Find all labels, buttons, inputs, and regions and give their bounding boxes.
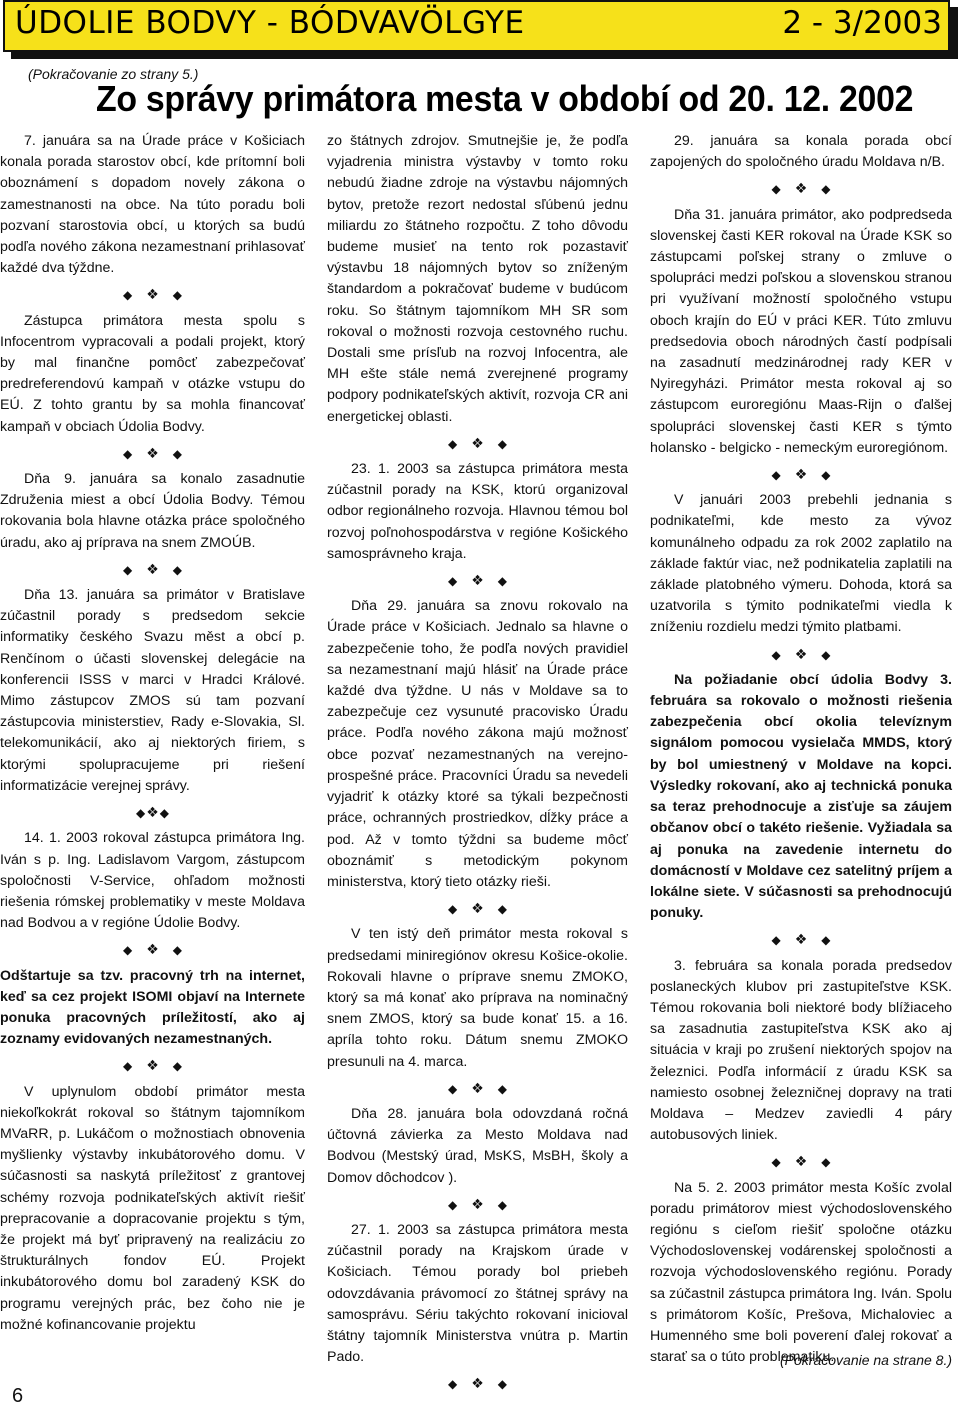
paragraph: zo štátnych zdrojov. Smutnejšie je, že podľa vyjadrenia ministra výstavby v tomto roku nebudú žiadne zdroje na výstavbu nájomných bytov, pretože rezort nedostal sľúbenú jednu miliardu zo štátneho rozpočtu. Z toho dôvodu budeme musieť na tento rok pozastaviť výstavbu 18 nájomných bytov so zníženým štandardom a pokračovať budeme v budúcom roku. So štátnym tajomníkom MH SR som rokoval o možnosti rozvoja cestovného ruchu. Dostali sme prísľub na rozvoj Infocentra, ale MH ešte stále nemá zverejnené programy podpory podnikateľských aktivít, rozvoja CR ani energetickej oblasti. [327,133,628,425]
continued-on-note: (Pokračovanie na strane 8.) [780,1352,952,1368]
masthead [3,0,950,52]
paragraph: Dňa 9. januára sa konalo zasadnutie Združenia miest a obcí Údolia Bodvy. Témou rokovania bola hlavne otázka práce spoločného úradu, ako aj príprava na snem ZMOÚB. [0,471,305,551]
paragraph: Dňa 31. januára primátor, ako podpredseda slovenskej časti KER rokoval na Úrade KSK so zástupcami poľskej strany o zmluve o spolupráci medzi poľskou a slovenskou stranou pri využívaní možností spoločného vstupu oboch krajín do EÚ v práci KER. Túto zmluvu predsedovia oboch národných častí podpísali na zasadnutí medzinárodnej rady KER v Nyiregyházi. Primátor mesta rokoval aj so zástupcom euroregiónu Maas-Rijn o ďalšej spolupráci slovenskej časti KER s týmto holansko - belgicko - nemeckým euroregiónom. [650,206,952,456]
section-separator: ◆ ❖ ◆ [771,1153,831,1170]
paragraph: 14. 1. 2003 rokoval zástupca primátora Ing. Iván s p. Ing. Ladislavom Vargom, zástupcom spoločnosti V-Service, ohľadom možnosti riešenia rómskej problematiky v meste Moldava nad Bodvou a v regióne Údolie Bodvy. [0,830,305,932]
paragraph: Na 5. 2. 2003 primátor mesta Košíc zvolal poradu primátorov miest východoslovenského regiónu s cieľom riešiť spoločne otázku Východoslovenskej vodárenskej spoločnosti a rozvoja východoslovenského regiónu. Porady sa zúčastnil zástupca primátora Ing. Iván. Spolu s primátorom Košíc, Prešova, Michaloviec a Humenného sme boli poverení ďalej rokovať a starať sa o túto problematiku. [650,1179,952,1366]
continued-from-note: (Pokračovanie zo strany 5.) [28,66,199,82]
column-3 [650,131,952,1368]
paragraph: 29. januára sa konala porada obcí zapojených do spoločného úradu Moldava n/B. [650,133,952,171]
paragraph: 27. 1. 2003 sa zástupca primátora mesta zúčastnil porady na Krajskom úrade v Košiciach. Témou porady bol priebeh odovzdávania právomocí zo štátnej správy na samosprávu. Sériu takýchto rokovaní inicioval štátny tajomník Ministerstva vnútra p. Martin Pado. [327,1221,628,1366]
section-separator: ◆ ❖ ◆ [122,1057,183,1074]
paragraph: V uplynulom období primátor mesta niekoľkokrát rokoval so štátnym tajomníkom MVaRR, p. Lukáčom o možnostiach obnovenia myšlienky výstavby inkubátorového domu. V súčasnosti sa naskytá príležitosť z grantovej schémy rozvoja podnikateľských aktivít riešiť prepracovanie a dopracovanie projektu s tým, že projekt má byť pripravený na realizáciu zo štrukturálnych fondov EÚ. Projekt inkubátorového domu bol zaradený KSK do programu verejných prác, bez čoho nie je možné kofinancovanie projektu [0,1083,305,1333]
paragraph: Dňa 13. januára sa primátor v Bratislave zúčastnil porady s predsedom sekcie informatiky českého Svazu měst a obcí p. Renčínom o účasti slovenskej delegácie na konferencii ISSS v marci v Hradci Králové. Mimo zástupcov ZMOS sú tam pozvaní zástupcovia ministerstiev, Rady e-Slovakia, Sl. telekomunikácií, ako aj niektorých firiem, s ktorými spolupracujeme pri riešení informatizácie verejnej správy. [0,587,305,794]
section-separator: ◆ ❖ ◆ [447,1195,508,1212]
section-separator: ◆ ❖ ◆ [447,900,508,917]
section-separator: ◆ ❖ ◆ [122,560,183,577]
section-separator: ◆❖◆ [135,804,170,821]
section-separator: ◆ ❖ ◆ [447,572,508,589]
section-separator: ◆ ❖ ◆ [771,931,831,948]
column-1 [0,131,305,1336]
bold-paragraph: Odštartuje sa tzv. pracovný trh na internet, keď sa cez projekt ISOMI objaví na Internete ponuka pracovných príležitostí, ako aj zoznamy evidovaných nezamestnaných. [0,967,305,1048]
article-headline: Zo správy primátora mesta v období od 20. 12. 2002 [96,78,914,119]
section-separator: ◆ ❖ ◆ [447,1375,508,1392]
page-number: 6 [12,1385,24,1407]
section-separator: ◆ ❖ ◆ [122,941,183,958]
publication-title: ÚDOLIE BODVY - BÓDVAVÖLGYE [15,5,525,41]
paragraph: V ten istý deň primátor mesta rokoval s predsedami miniregiónov okresu Košice-okolie. Rokovali hlavne o príprave snemu ZMOKO, ktorý sa má konať ako príprava na nominačný snem ZMOS, ktorý sa bude konať 15. a 16. apríla tohto roku. Dátum snemu ZMOKO presunuli na 4. marca. [327,926,628,1070]
paragraph: Zástupca primátora mesta spolu s Infocentrom vypracovali a podali projekt, ktorý by mal finančne pomôcť zabezpečovať predreferendovú kampaň v otázke vstupu do EÚ. Z tohto grantu by sa mohla financovať kampaň v obciach Údolia Bodvy. [0,312,305,435]
section-separator: ◆ ❖ ◆ [122,444,183,461]
section-separator: ◆ ❖ ◆ [771,466,831,483]
paragraph: 23. 1. 2003 sa zástupca primátora mesta zúčastnil porady na KSK, ktorú organizoval odbor regionálneho rozvoja. Hlavnou témou bol rozvoj poľnohospodárstva v regióne Košického samosprávneho kraja. [327,461,628,562]
section-separator: ◆ ❖ ◆ [771,645,831,662]
paragraph: 3. februára sa konala porada predsedov poslaneckých klubov pri zastupiteľstve KSK. Témou rokovania boli niektoré body blížiaceho sa zasadnutia zastupiteľstva KSK ako aj situácia v kraji po zrušení niektorých spojov na železnici. Podľa informácií z úradu KSK sa namiesto osobnej železničnej dopravy na trati Moldava – Medzev zaviedli 4 páry autobusových liniek. [650,957,952,1144]
paragraph: Dňa 28. januára bola odovzdaná ročná účtovná závierka za Mesto Moldava nad Bodvou (Mestský úrad, MsKS, MsBH, školy a Domov dôchodcov ). [327,1105,628,1186]
column-2 [327,131,628,1400]
section-separator: ◆ ❖ ◆ [122,286,183,303]
paragraph: Dňa 29. januára sa znovu rokovalo na Úrade práce v Košiciach. Jednalo sa hlavne o zabezpečenie toho, že podľa nových pravidiel sa nezamestnaní majú hlásiť na Úrade práce každé dva týždne. U nás v Moldave sa to zabezpečuje cez vysunuté pracovisko Úradu práce. Podľa nového zákona majú možnosť obce pozvať nezamestnaných na verejno-prospešné práce. Pracovníci Úradu sa nevedeli vyjadriť k otázky ktoré sa týkali bezpečnosti práce, ochranných prostriedkov, dĺžky práce a pod. Až v tomto týždni sa budeme môcť oboznámiť s metodickým pokynom ministerstva, ktorý tieto otázky rieši. [327,598,628,890]
section-separator: ◆ ❖ ◆ [447,434,508,451]
bold-paragraph: Na požiadanie obcí údolia Bodvy 3. februára sa rokovalo o možnosti riešenia zabezpečenia obcí okolia televíznym signálom pomocou vysielača MMDS, ktorý by bol umiestnený v Moldave na kopci. Výsledky rokovaní, ako aj technická ponuka sa teraz prehodnocuje a zisťuje sa záujem občanov obcí o takéto riešenie. Vyžiadala sa aj ponuka na zavedenie internetu do domácností v Moldave cez satelitný príjem a lokálne siete. V súčasnosti sa prehodnocujú ponuky. [650,671,952,922]
section-separator: ◆ ❖ ◆ [771,180,831,197]
paragraph: 7. januára sa na Úrade práce v Košiciach konala porada starostov obcí, kde prítomní boli oboznámení s dopadom novely zákona o zamestnanosti na obce. Na túto poradu boli pozvaní starostovia obcí, u ktorých sa budú podľa nového zákona nezamestnaní prihlasovať každé dva týždne. [0,133,305,277]
section-separator: ◆ ❖ ◆ [447,1079,508,1096]
paragraph: V januári 2003 prebehli jednania s podnikateľmi, kde mesto za vývoz komunálneho odpadu za rok 2002 zaplatilo na základe faktúr viac, než podnikatelia zaplatili na základe platobného výmeru. Dohoda, ktorá sa uzatvorila s týmito podnikateľmi viedla k zníženiu rozdielu medzi týmito platbami. [650,492,952,636]
issue-number: 2 - 3/2003 [782,5,942,41]
